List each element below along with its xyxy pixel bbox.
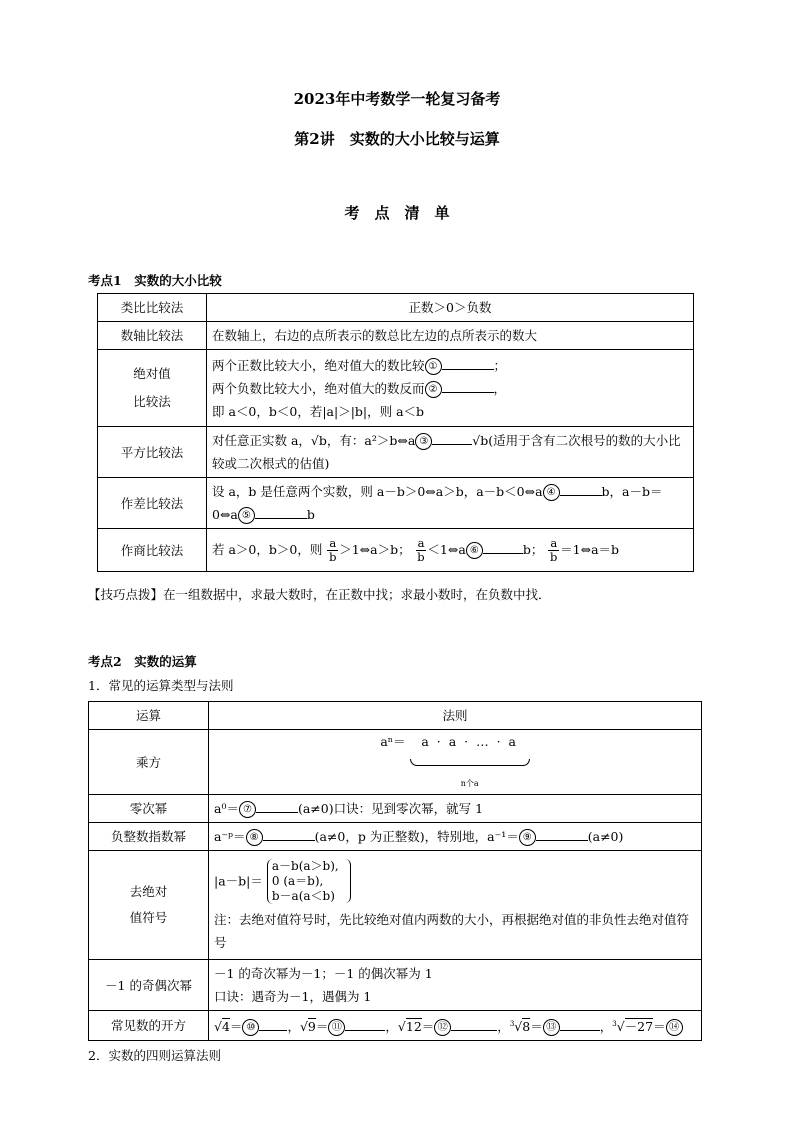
kp2-sub1: 1．常见的运算类型与法则 (88, 678, 234, 693)
abs-line2: 两个负数比较大小，绝对值大的数反而 (212, 380, 425, 396)
row-label: －1 的奇偶次幂 (89, 960, 209, 1011)
row-label (89, 851, 209, 960)
punct: ； (493, 357, 507, 373)
table-row (89, 960, 702, 1011)
kp2-sub2: 2．实数的四则运算法则 (88, 1048, 221, 1063)
row-content (207, 350, 694, 427)
radicand: 12 (405, 1019, 422, 1035)
col-header-rule: 法则 (209, 702, 702, 730)
blank-number: ⑪ (328, 1019, 345, 1036)
quot-gt: ＞1⇔a＞b； (339, 541, 411, 557)
radical-icon: √ (397, 1019, 406, 1035)
neg-pre: a⁻ᵖ＝ (214, 829, 246, 844)
row-label-text: 绝对值比较法 (133, 366, 171, 409)
row-content: √4＝ ⑩ ，√9＝ ⑪ ，√12＝ ⑫ ，$^3$√8＝ ⑬ ，$^3$√－27＝ ⑭ (209, 1011, 702, 1041)
blank-number: ⑬ (543, 1019, 560, 1036)
power-lhs: aⁿ＝ (380, 734, 406, 749)
kp2-table (88, 701, 702, 1041)
table-row (98, 529, 694, 572)
row-content: 在数轴上，右边的点所表示的数总比左边的点所表示的数大 (207, 322, 694, 350)
blank-number: ⑨ (519, 829, 536, 846)
row-content (209, 851, 702, 960)
radical-icon: √ (214, 1019, 222, 1035)
tip-text: 【技巧点拨】在一组数据中，求最大数时，在正数中找；求最小数时，在负数中找． (88, 587, 551, 602)
row-content (209, 960, 702, 1011)
blank-number: ⑤ (238, 507, 255, 524)
underbrace-icon (410, 759, 530, 766)
row-label: 数轴比较法 (98, 322, 207, 350)
lecture-subtitle: 第2讲 实数的大小比较与运算 (294, 130, 500, 148)
odd-line2: 口诀：遇奇为－1，遇偶为 1 (214, 989, 372, 1004)
radical-icon: √ (299, 1019, 308, 1035)
row-label: 平方比较法 (98, 427, 207, 478)
table-row (89, 823, 702, 851)
frac-num: a (417, 535, 425, 550)
answer-blank (451, 1016, 497, 1031)
table-row (89, 702, 702, 730)
radical-icon: √ (514, 1019, 523, 1035)
table-row (98, 478, 694, 529)
piecewise-brace (267, 859, 339, 904)
kp1-table (97, 293, 694, 572)
quot-eq: ＝1⇔a＝b (560, 541, 620, 557)
neg-post: (a≠0) (587, 829, 624, 844)
row-content (207, 427, 694, 478)
document-title: 2023年中考数学一轮复习备考 (293, 90, 501, 108)
power-under: n个a (460, 779, 479, 788)
fraction (548, 537, 559, 564)
table-row (98, 322, 694, 350)
row-label: 负整数指数幂 (89, 823, 209, 851)
col-header-op: 运算 (89, 702, 209, 730)
abs-line3: 即 a＜0，b＜0，若|a|＞|b|，则 a＜b (212, 403, 425, 419)
table-row (98, 350, 694, 427)
answer-blank (560, 481, 602, 496)
row-content (209, 730, 702, 795)
table-row (89, 795, 702, 823)
answer-blank (263, 826, 315, 841)
kp1-heading: 考点1 实数的大小比较 (88, 273, 222, 288)
radicand: 9 (307, 1019, 316, 1035)
case-1: a－b(a＞b), (271, 858, 339, 873)
answer-blank (259, 1016, 287, 1031)
frac-num: a (550, 535, 558, 550)
diff-mid: b，a－b＝0⇔a (212, 484, 663, 522)
row-label: 乘方 (89, 730, 209, 795)
blank-number: ⑭ (666, 1019, 683, 1036)
quot-lt: ＜1⇔a (427, 541, 466, 557)
blank-number: ① (425, 358, 442, 375)
quot-pre: 若 a＞0，b＞0，则 (212, 541, 323, 557)
blank-number: ⑦ (239, 801, 256, 818)
punct: ， (493, 380, 507, 396)
table-row (89, 851, 702, 960)
case-2: 0 (a＝b), (271, 873, 324, 888)
frac-den: b (417, 549, 425, 564)
checklist-heading: 考 点 清 单 (344, 204, 450, 222)
neg-mid: (a≠0，p 为正整数)，特别地，a⁻¹＝ (314, 829, 519, 844)
answer-blank (483, 539, 523, 554)
blank-number: ② (425, 381, 442, 398)
table-row (89, 730, 702, 795)
row-content (207, 478, 694, 529)
diff-pre: 设 a，b 是任意两个实数，则 a－b＞0⇔a＞b，a－b＜0⇔a (212, 484, 543, 499)
answer-blank (536, 826, 588, 841)
square-post: √b(适用于含有二次根号的数的大小比较或二次根式的估值) (212, 433, 681, 471)
answer-blank (345, 1016, 385, 1031)
abs-label-1: 去绝对 (129, 884, 168, 899)
kp2-heading: 考点2 实数的运算 (88, 654, 197, 669)
abs-line1: 两个正数比较大小，绝对值大的数比较 (212, 357, 425, 373)
radicand: 8 (522, 1019, 531, 1035)
row-label: 作商比较法 (98, 529, 207, 572)
abs-lhs: |a－b|＝ (214, 873, 263, 888)
table-row (98, 294, 694, 322)
blank-number: ⑥ (466, 542, 483, 559)
radicand: 4 (221, 1019, 230, 1035)
blank-number: ④ (543, 484, 560, 501)
answer-blank (255, 504, 307, 519)
row-label: 作差比较法 (98, 478, 207, 529)
zero-post: (a≠0)口诀：见到零次幂，就写 1 (297, 801, 484, 816)
blank-number: ③ (415, 433, 432, 450)
frac-den: b (550, 549, 558, 564)
answer-blank (560, 1016, 600, 1031)
answer-blank (442, 378, 494, 393)
table-row (98, 427, 694, 478)
table-row (89, 1011, 702, 1041)
quot-lt-end: b； (522, 541, 544, 557)
row-content (209, 823, 702, 851)
fraction (327, 537, 338, 564)
row-content (209, 795, 702, 823)
frac-den: b (329, 549, 337, 564)
row-label: 常见数的开方 (89, 1011, 209, 1041)
blank-number: ⑫ (434, 1019, 451, 1036)
fraction (416, 537, 427, 564)
case-3: b－a(a＜b) (271, 888, 335, 903)
row-label: 类比比较法 (98, 294, 207, 322)
radicand: －27 (624, 1019, 654, 1035)
answer-blank (256, 798, 298, 813)
zero-pre: a⁰＝ (214, 801, 239, 816)
square-pre: 对任意正实数 a，√b，有：a²＞b⇔a (212, 433, 416, 448)
diff-post: b (306, 507, 315, 522)
odd-line1: －1 的奇次幂为－1；－1 的偶次幂为 1 (214, 966, 433, 981)
blank-number: ⑧ (246, 829, 263, 846)
right-paren-icon (345, 859, 351, 903)
row-label: 零次幂 (89, 795, 209, 823)
blank-number: ⑩ (242, 1019, 259, 1036)
answer-blank (442, 355, 494, 370)
power-rhs: a · a · … · a (421, 734, 518, 749)
row-content (207, 529, 694, 572)
frac-num: a (329, 535, 337, 550)
abs-note: 注：去绝对值符号时，先比较绝对值内两数的大小，再根据绝对值的非负性去绝对值符号 (214, 911, 690, 950)
row-label (98, 350, 207, 427)
answer-blank (432, 430, 472, 445)
row-content: 正数＞0＞负数 (207, 294, 694, 322)
abs-label-2: 值符号 (129, 910, 168, 925)
radical-icon: √ (616, 1019, 625, 1035)
